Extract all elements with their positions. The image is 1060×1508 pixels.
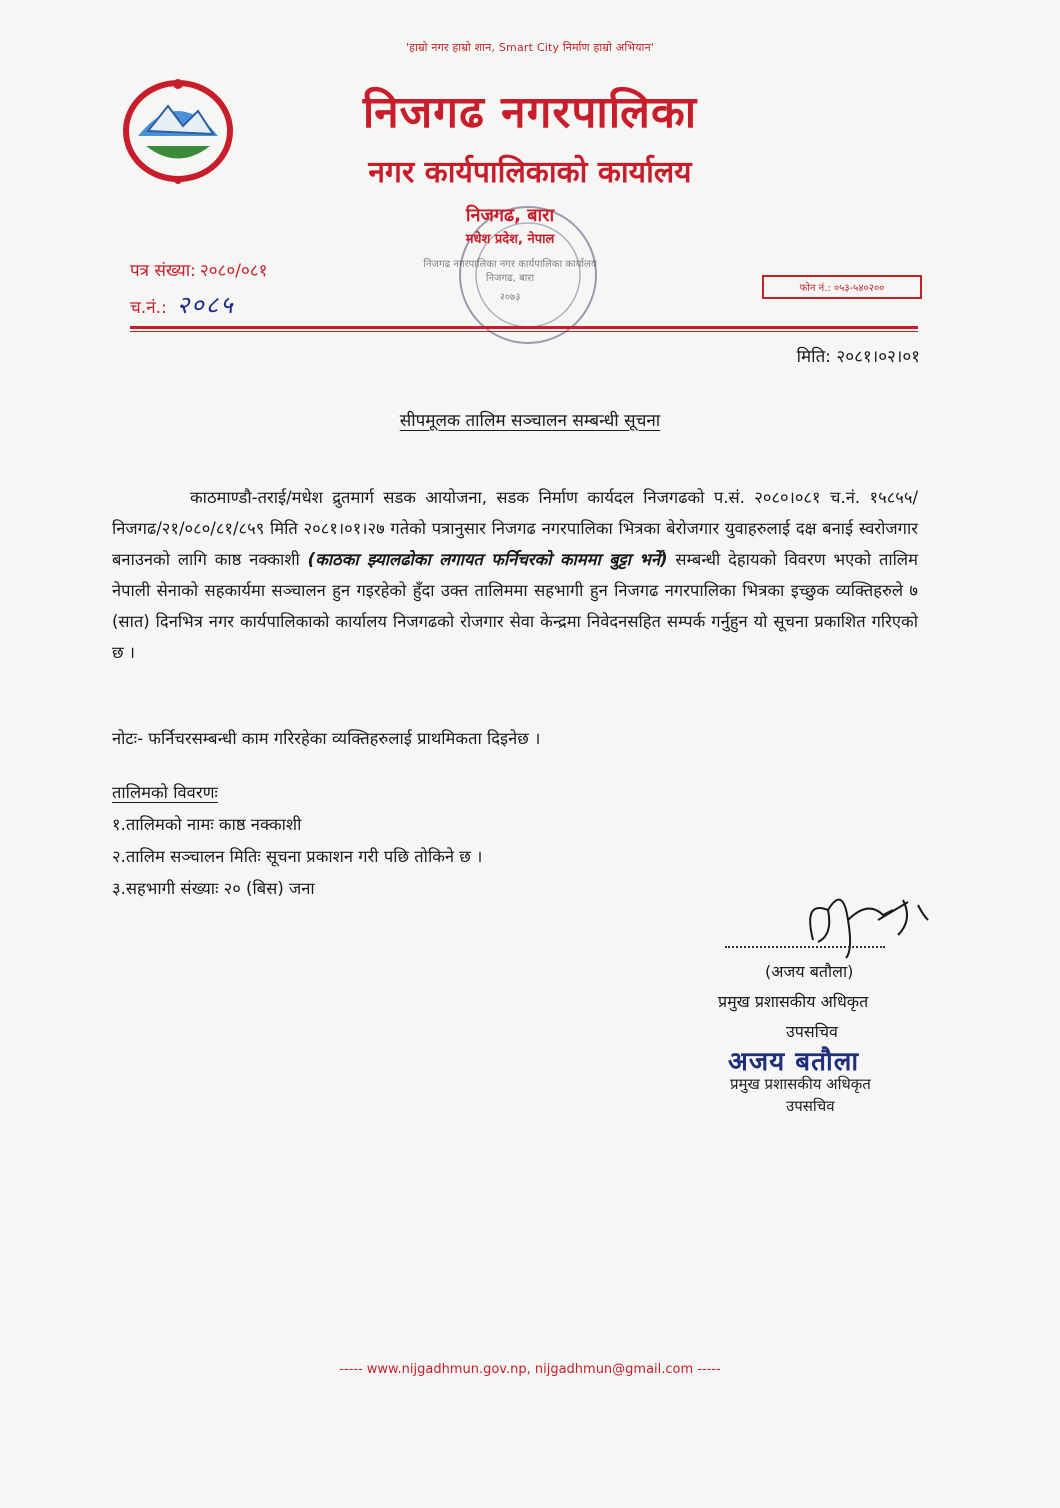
header-divider-thin (130, 331, 918, 332)
name-stamp-post: प्रमुख प्रशासकीय अधिकृत (730, 1075, 871, 1093)
letter-number-label: पत्र संख्या: (130, 261, 196, 281)
letter-number (130, 258, 267, 281)
header-divider (130, 326, 918, 329)
footer-contact-text: www.nijgadhmun.gov.np, nijgadhmun@gmail.com (366, 1362, 694, 1377)
address-province: मधेश प्रदेश, नेपाल (465, 232, 555, 247)
footer-contact (0, 1362, 1060, 1377)
nepal-emblem-icon (118, 76, 238, 186)
detail-item: १.तालिमको नामः काष्ठ नक्काशी (112, 815, 302, 834)
name-stamp-rank: उपसचिव (786, 1097, 835, 1115)
details-heading: तालिमको विवरणः (112, 783, 218, 802)
detail-item: ३.सहभागी संख्याः २० (बिस) जना (112, 879, 315, 898)
name-stamp: अजय बतौला (728, 1047, 860, 1077)
notice-body (112, 482, 918, 668)
signatory-name: (अजय बतौला) (765, 962, 854, 981)
dispatch-number (130, 288, 235, 321)
footer-dash-left: ----- (339, 1362, 363, 1377)
notice-body-part2: सम्बन्धी देहायको विवरण भएको तालिम नेपाली सेनाको सहकार्यमा सञ्चालन हुन गइरहेको हुँदा उक्त तालिममा सहभागी हुन निजगढ नगरपालिका भित्रका इच्छुक व्यक्तिहरुले ७ (सात) दिनभित्र नगर कार्यपालिकाको कार्यालय निजगढको रोजगार सेवा केन्द्रमा निवेदनसहित सम्पर्क गर्नुहुन यो सूचना प्रकाशित गरिएको छ । (112, 550, 918, 662)
dispatch-number-value: २०८५ (176, 291, 235, 319)
letter-date: मिति: २०८१।०२।०१ (796, 347, 920, 367)
letter-number-value: २०८०/०८१ (199, 261, 268, 281)
municipality-title: निजगढ नगरपालिका (362, 87, 698, 138)
dispatch-number-label: च.नं.: (130, 298, 167, 318)
signature-line (725, 944, 885, 948)
office-subtitle: नगर कार्यपालिकाको कार्यालय (368, 155, 692, 190)
detail-item: २.तालिम सञ्चालन मितिः सूचना प्रकाशन गरी पछि तोकिने छ । (112, 847, 483, 866)
notice-subject: सीपमूलक तालिम सञ्चालन सम्बन्धी सूचना (399, 411, 661, 431)
signatory-post: प्रमुख प्रशासकीय अधिकृत (718, 992, 869, 1011)
notice-note: नोटः- फर्निचरसम्बन्धी काम गरिरहेका व्यक्तिहरुलाई प्राथमिकता दिइनेछ । (112, 729, 541, 748)
notice-body-italic: (काठका झ्यालढोका लगायत फर्निचरको काममा बुट्टा भर्ने) (307, 550, 668, 569)
address-district: निजगढ, बारा (465, 205, 555, 226)
stamp-text: निजगढ नगरपालिका नगर कार्यपालिका कार्यालय निजगढ, बारा (423, 259, 597, 284)
footer-dash-right: ----- (697, 1362, 721, 1377)
slogan: 'हाम्रो नगर हाम्रो शान, Smart City निर्माण हाम्रो अभियान' (405, 41, 655, 54)
office-address (420, 204, 600, 310)
signatory-rank: उपसचिव (786, 1022, 838, 1041)
stamp-year: २०७३ (499, 292, 521, 303)
notice-body-part1: काठमाण्डौ-तराई/मधेश द्रुतमार्ग सडक आयोजना, सडक निर्माण कार्यदल निजगढको प.सं. २०८०।०८१ च.नं. १५८५५/निजगढ/२१/०८०/८१/८५९ मिति २०८१।०१।२७ गतेको पत्रानुसार निजगढ नगरपालिका भित्रका बेरोजगार युवाहरुलाई दक्ष बनाई स्वरोजगार बनाउनको लागि काष्ठ नक्काशी (112, 488, 918, 569)
phone-box: फोन नं.: ०५३-५४०२०० (762, 275, 922, 299)
